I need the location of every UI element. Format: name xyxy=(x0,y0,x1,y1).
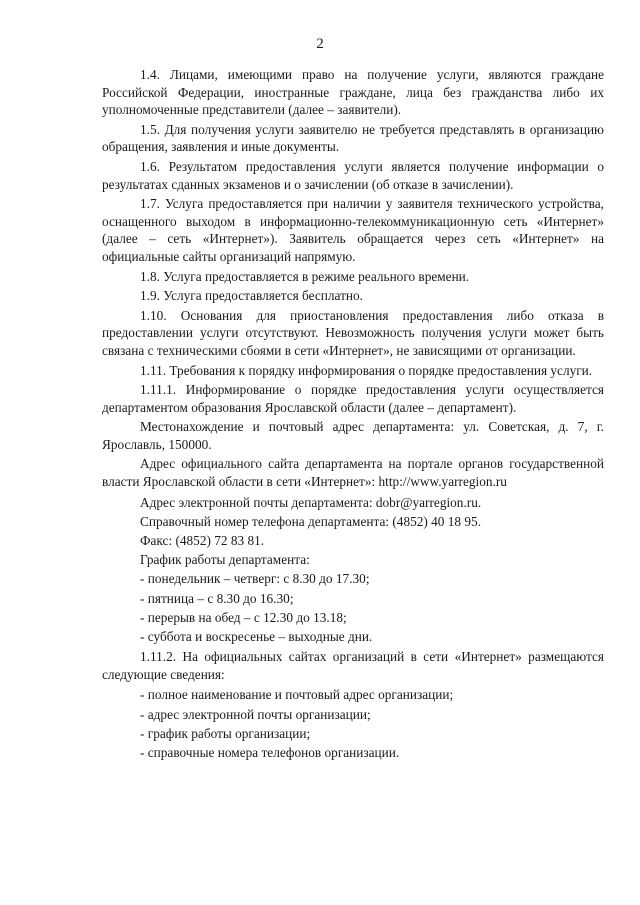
paragraph-1-6: 1.6. Результатом предоставления услуги является получение информации о результатах сданных экзаменов и о зачислении (об отказе в зачислении). xyxy=(102,158,604,192)
department-fax: Факс: (4852) 72 83 81. xyxy=(140,533,265,549)
document-body xyxy=(102,66,604,762)
department-email: Адрес электронной почты департамента: dobr@yarregion.ru. xyxy=(140,494,482,510)
schedule-item: - суббота и воскресенье – выходные дни. xyxy=(140,629,373,645)
paragraph-1-8: 1.8. Услуга предоставляется в режиме реального времени. xyxy=(140,268,470,284)
paragraph-1-11-2: 1.11.2. На официальных сайтах организаций в сети «Интернет» размещаются следующие сведения: xyxy=(102,649,604,682)
schedule-item: - пятница – с 8.30 до 16.30; xyxy=(140,590,294,606)
department-schedule-heading: График работы департамента: xyxy=(140,552,310,568)
paragraph-1-9: 1.9. Услуга предоставляется бесплатно. xyxy=(140,288,363,304)
paragraph-1-5: 1.5. Для получения услуги заявителю не требуется представлять в организацию обращения, заявления и иные документы. xyxy=(102,121,604,155)
site-info-item: - справочные номера телефонов организации. xyxy=(140,745,400,761)
schedule-item: - перерыв на обед – с 12.30 до 13.18; xyxy=(140,609,347,625)
paragraph-1-7: 1.7. Услуга предоставляется при наличии у заявителя технического устройства, оснащенного выходом в информационно-телекоммуникационную сеть «Интернет» (далее – сеть «Интернет»). Заявитель обращается через сеть «Интернет» на официальные сайты организаций напрямую. xyxy=(102,196,604,264)
site-info-item: - полное наименование и почтовый адрес организации; xyxy=(140,687,454,703)
paragraph-1-4: 1.4. Лицами, имеющими право на получение услуги, являются граждане Российской Федерации, иностранные граждане, лица без гражданства либо их уполномоченные представители (далее – заявители). xyxy=(102,67,604,118)
schedule-item: - понедельник – четверг: с 8.30 до 17.30; xyxy=(140,571,370,587)
site-info-item: - адрес электронной почты организации; xyxy=(140,706,371,722)
department-address: Местонахождение и почтовый адрес департамента: ул. Советская, д. 7, г. Ярославль, 150000. xyxy=(102,419,604,452)
site-info-item: - график работы организации; xyxy=(140,725,311,741)
paragraph-1-11: 1.11. Требования к порядку информирования о порядке предоставления услуги. xyxy=(140,362,593,378)
department-website: Адрес официального сайта департамента на портале органов государственной власти Ярославской области в сети «Интернет»: http://www.yarregion.ru xyxy=(102,456,604,490)
page-number: 2 xyxy=(316,36,324,52)
department-phone: Справочный номер телефона департамента: (4852) 40 18 95. xyxy=(140,513,482,529)
paragraph-1-10: 1.10. Основания для приостановления предоставления либо отказа в предоставлении услуги отсутствуют. Невозможность получения услуги может быть связана с техническими сбоями в сети «Интернет», не зависящими от организации. xyxy=(102,307,604,358)
paragraph-1-11-1: 1.11.1. Информирование о порядке предоставления услуги осуществляется департаментом образования Ярославской области (далее – департамент). xyxy=(102,382,604,415)
